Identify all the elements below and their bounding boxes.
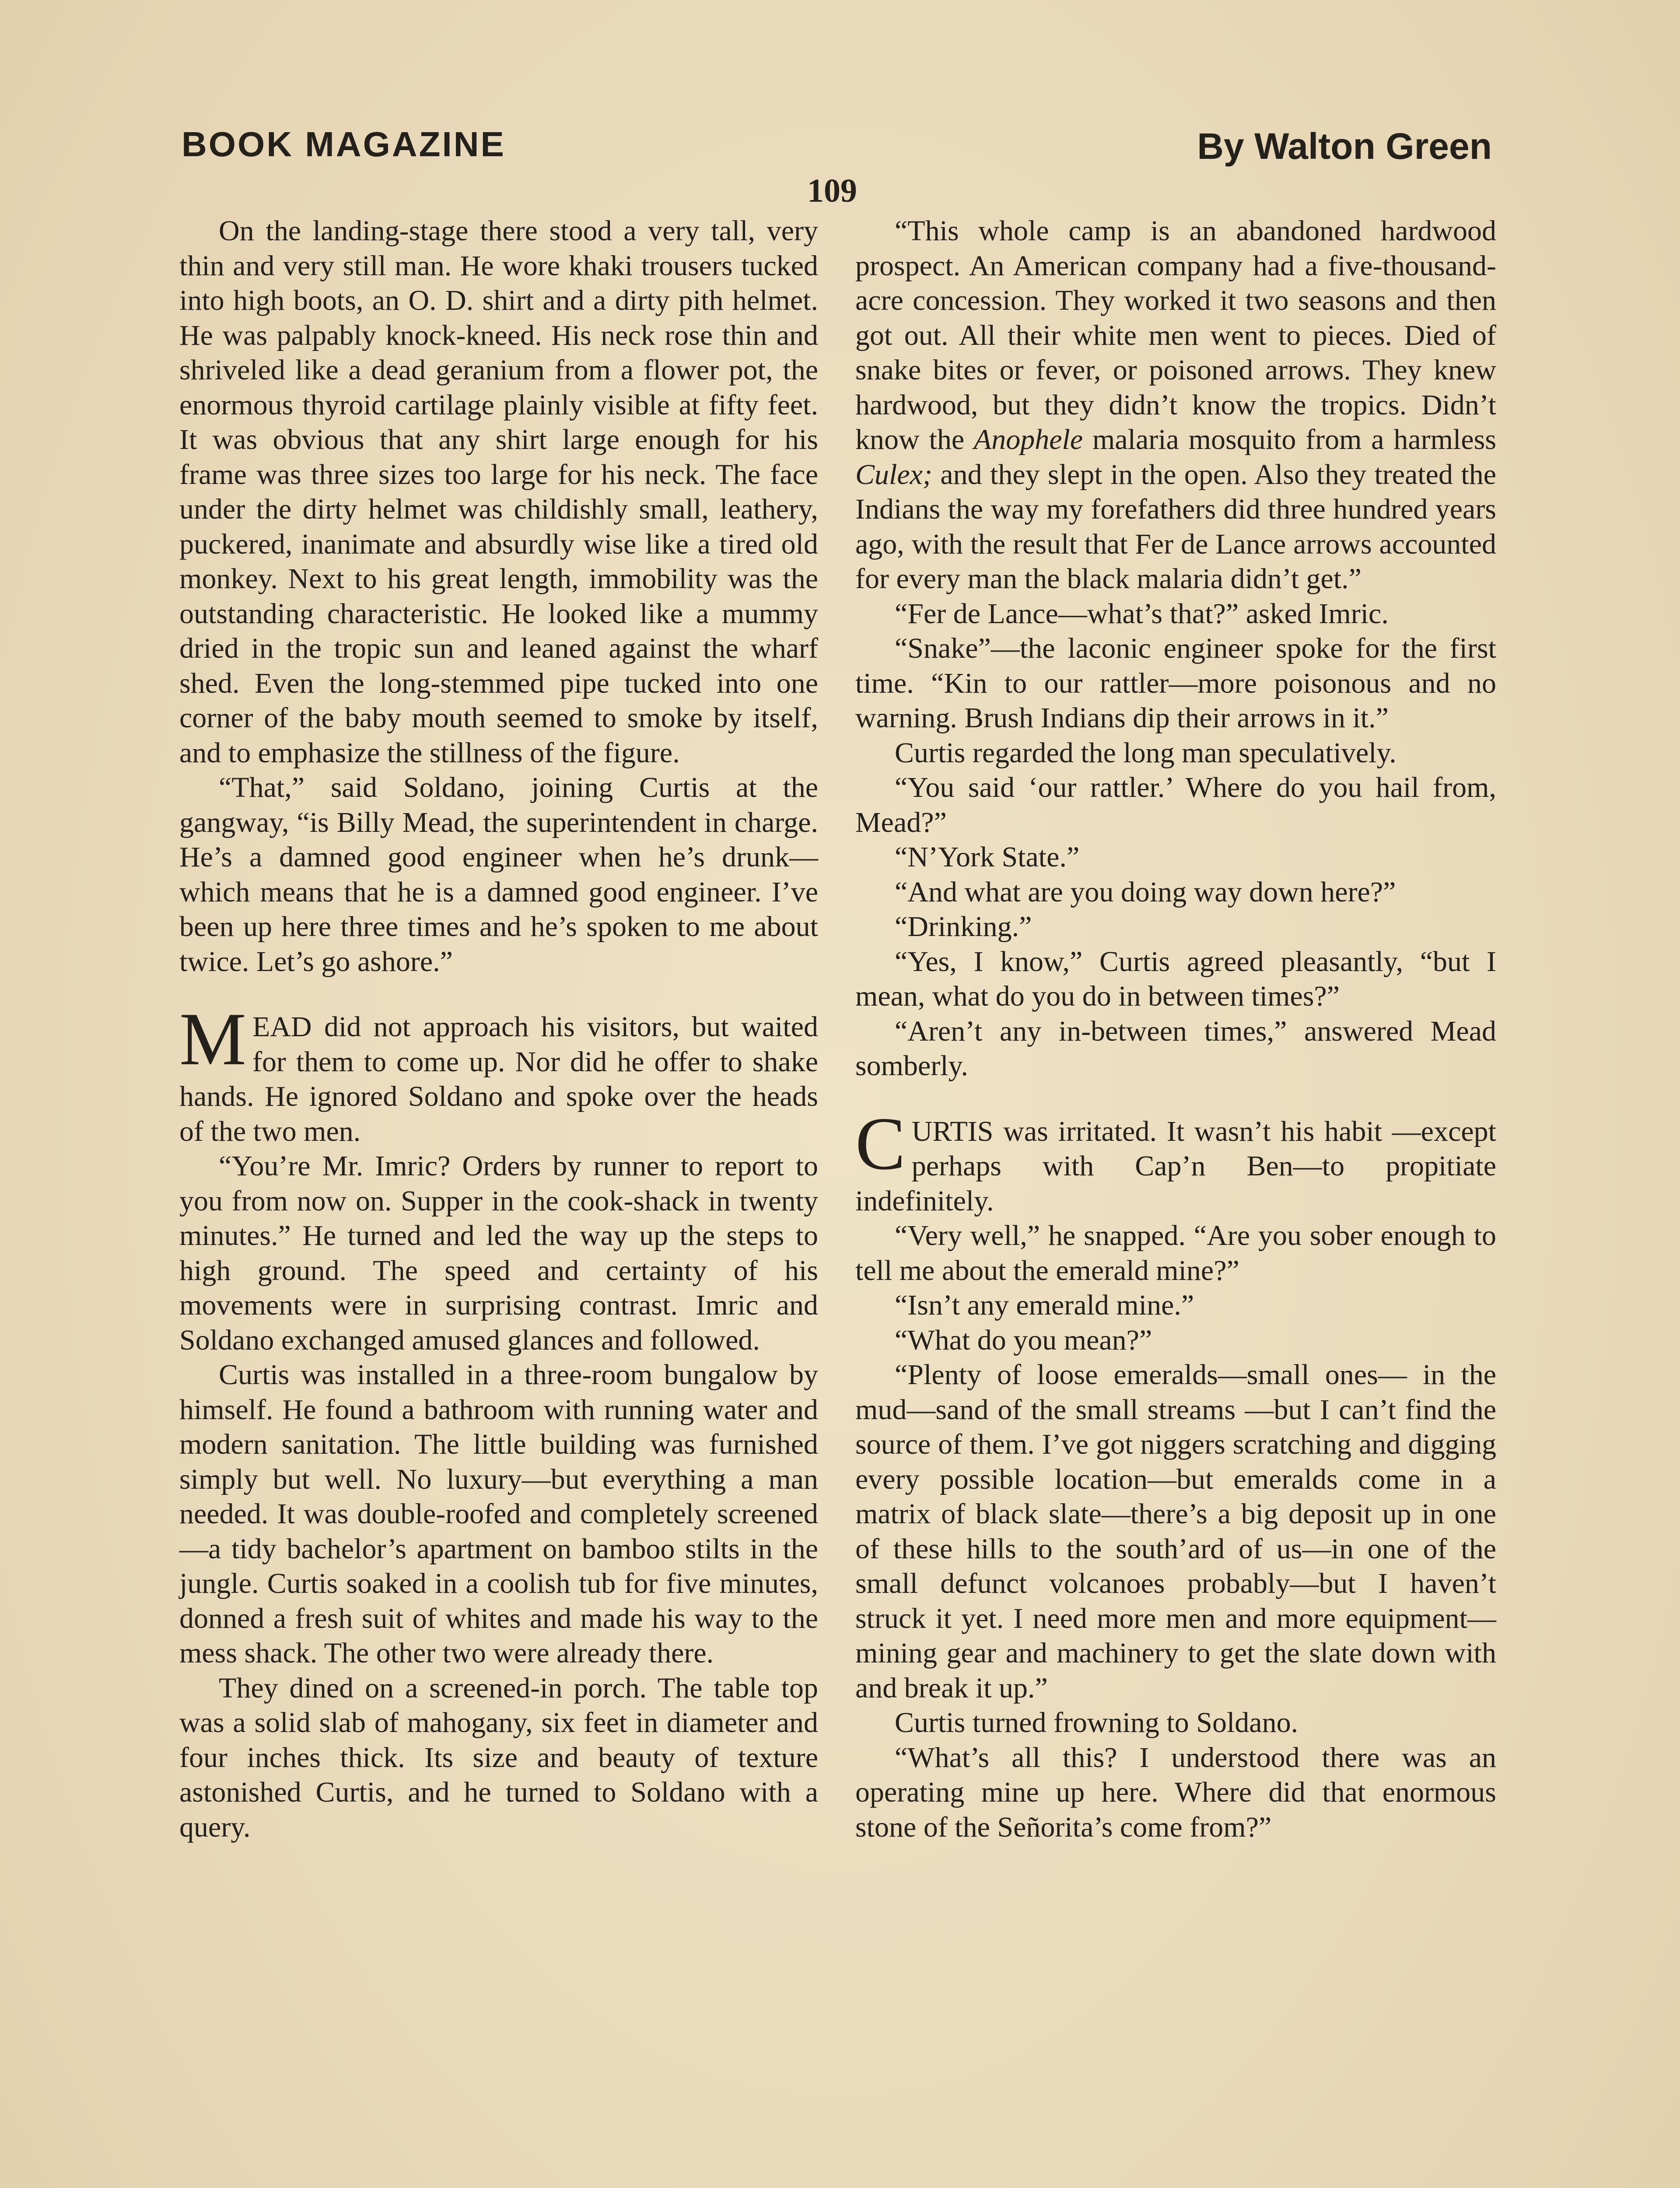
paragraph: “That,” said Soldano, joining Curtis at the gangway, “is Billy Mead, the superintendent in charge. He’s a damned good engineer when he’s drunk—which means that he is a damned good engineer. I’ve been up here three times and he’s spoken to me about twice. Let’s go ashore.”	[179, 771, 818, 978]
drop-cap-letter: M	[179, 998, 246, 1081]
paragraph: “N’York State.”	[895, 841, 1080, 873]
paragraph: Curtis regarded the long man speculatively.	[895, 736, 1396, 769]
section-opening-paragraph	[179, 998, 818, 1149]
author-byline: By Walton Green	[1197, 126, 1492, 167]
paragraph: “You’re Mr. Imric? Orders by runner to report to you from now on. Supper in the cook-shack in twenty minutes.” He turned and led the way up the steps to high ground. The speed and certainty of his movements were in surprising contrast. Imric and Soldano exchanged amused glances and followed.	[179, 1150, 818, 1356]
paragraph: “Yes, I know,” Curtis agreed pleasantly, “but I mean, what do you do in between times?”	[855, 945, 1496, 1012]
paragraph: On the landing-stage there stood a very tall, very thin and very still man. He wore khaki trousers tucked into high boots, an O. D. shirt and a dirty pith helmet. He was palpably knock-kneed. His neck rose thin and shriveled like a dead geranium from a flower pot, the enormous thyroid cartilage plainly visible at fifty feet. It was obvious that any shirt large enough for his frame was three sizes too large for his neck. The face under the dirty helmet was childishly small, leathery, puckered, inanimate and absurdly wise like a tired old monkey. Next to his great length, immobility was the outstanding characteristic. He looked like a mummy dried in the tropic sun and leaned against the wharf shed. Even the long-stemmed pipe tucked into one corner of the baby mouth seemed to smoke by itself, and to emphasize the stillness of the figure.	[179, 215, 818, 769]
italic-term: Anophele	[973, 424, 1083, 456]
paragraph: “Snake”—the laconic engineer spoke for the first time. “Kin to our rattler—more poisonous and no warning. Brush Indians dip their arrows in it.”	[855, 632, 1496, 734]
paragraph: “Aren’t any in-between times,” answered Mead somberly.	[855, 1015, 1496, 1082]
magazine-title: BOOK MAGAZINE	[182, 125, 506, 164]
paragraph: “What do you mean?”	[895, 1324, 1152, 1356]
section-opening-text: URTIS was irritated. It wasn’t his habit —except perhaps with Cap’n Ben—to propitiate indefinitely.	[855, 1115, 1496, 1217]
paragraph: “Isn’t any emerald mine.”	[895, 1289, 1194, 1321]
paragraph: “Fer de Lance—what’s that?” asked Imric.	[895, 597, 1389, 630]
paragraph: “Very well,” he snapped. “Are you sober enough to tell me about the emerald mine?”	[855, 1220, 1496, 1287]
left-column	[179, 214, 818, 1844]
italic-term: Culex;	[855, 458, 932, 491]
page-number: 109	[807, 172, 857, 209]
section-opening-text: EAD did not approach his visitors, but waited for them to come up. Nor did he offer to shake hands. He ignored Soldano and spoke over the heads of the two men.	[179, 1011, 818, 1147]
paragraph: “And what are you doing way down here?”	[895, 876, 1396, 908]
paragraph: “What’s all this? I understood there was an operating mine up here. Where did that enormous stone of the Señorita’s come from?”	[855, 1741, 1496, 1843]
paragraph: “You said ‘our rattler.’ Where do you hail from, Mead?”	[855, 771, 1496, 838]
paragraph: Curtis was installed in a three-room bungalow by himself. He found a bathroom with running water and modern sanitation. The little building was furnished simply but well. No luxury—but everything a man needed. It was double-roofed and completely screened—a tidy bachelor’s apartment on bamboo stilts in the jungle. Curtis soaked in a coolish tub for five minutes, donned a fresh suit of whites and made his way to the mess shack. The other two were already there.	[179, 1359, 818, 1669]
right-column	[855, 214, 1496, 1844]
paragraph: “Drinking.”	[895, 911, 1032, 943]
text-run: and they slept in the open. Also they treated the Indians the way my forefathers did three hundred years ago, with the result that Fer de Lance arrows accounted for every man the black malaria didn’t get.”	[855, 458, 1496, 595]
text-run: malaria mosquito from a harmless	[1083, 424, 1496, 456]
section-opening-paragraph	[855, 1102, 1496, 1219]
text-run: “This whole camp is an abandoned hardwood prospect. An American company had a five-thousand-acre concession. They worked it two seasons and then got out. All their white men went to pieces. Died of snake bites or fever, or poisoned arrows. They knew hardwood, but they didn’t know the tropics. Didn’t know the	[855, 215, 1496, 456]
paragraph	[855, 214, 1496, 596]
paragraph: Curtis turned frowning to Soldano.	[895, 1707, 1298, 1739]
drop-cap-letter: C	[855, 1102, 906, 1185]
paragraph: “Plenty of loose emeralds—small ones— in the mud—sand of the small streams —but I can’t find the source of them. I’ve got niggers scratching and digging every possible location—but emeralds come in a matrix of black slate—there’s a big deposit up in one of these hills to the south’ard of us—in one of the small defunct volcanoes probably—but I haven’t struck it yet. I need more men and more equipment—mining gear and machinery to get the slate down with and break it up.”	[855, 1359, 1496, 1704]
paragraph: They dined on a screened-in porch. The table top was a solid slab of mahogany, six feet in diameter and four inches thick. Its size and beauty of texture astonished Curtis, and he turned to Soldano with a query.	[179, 1672, 818, 1843]
